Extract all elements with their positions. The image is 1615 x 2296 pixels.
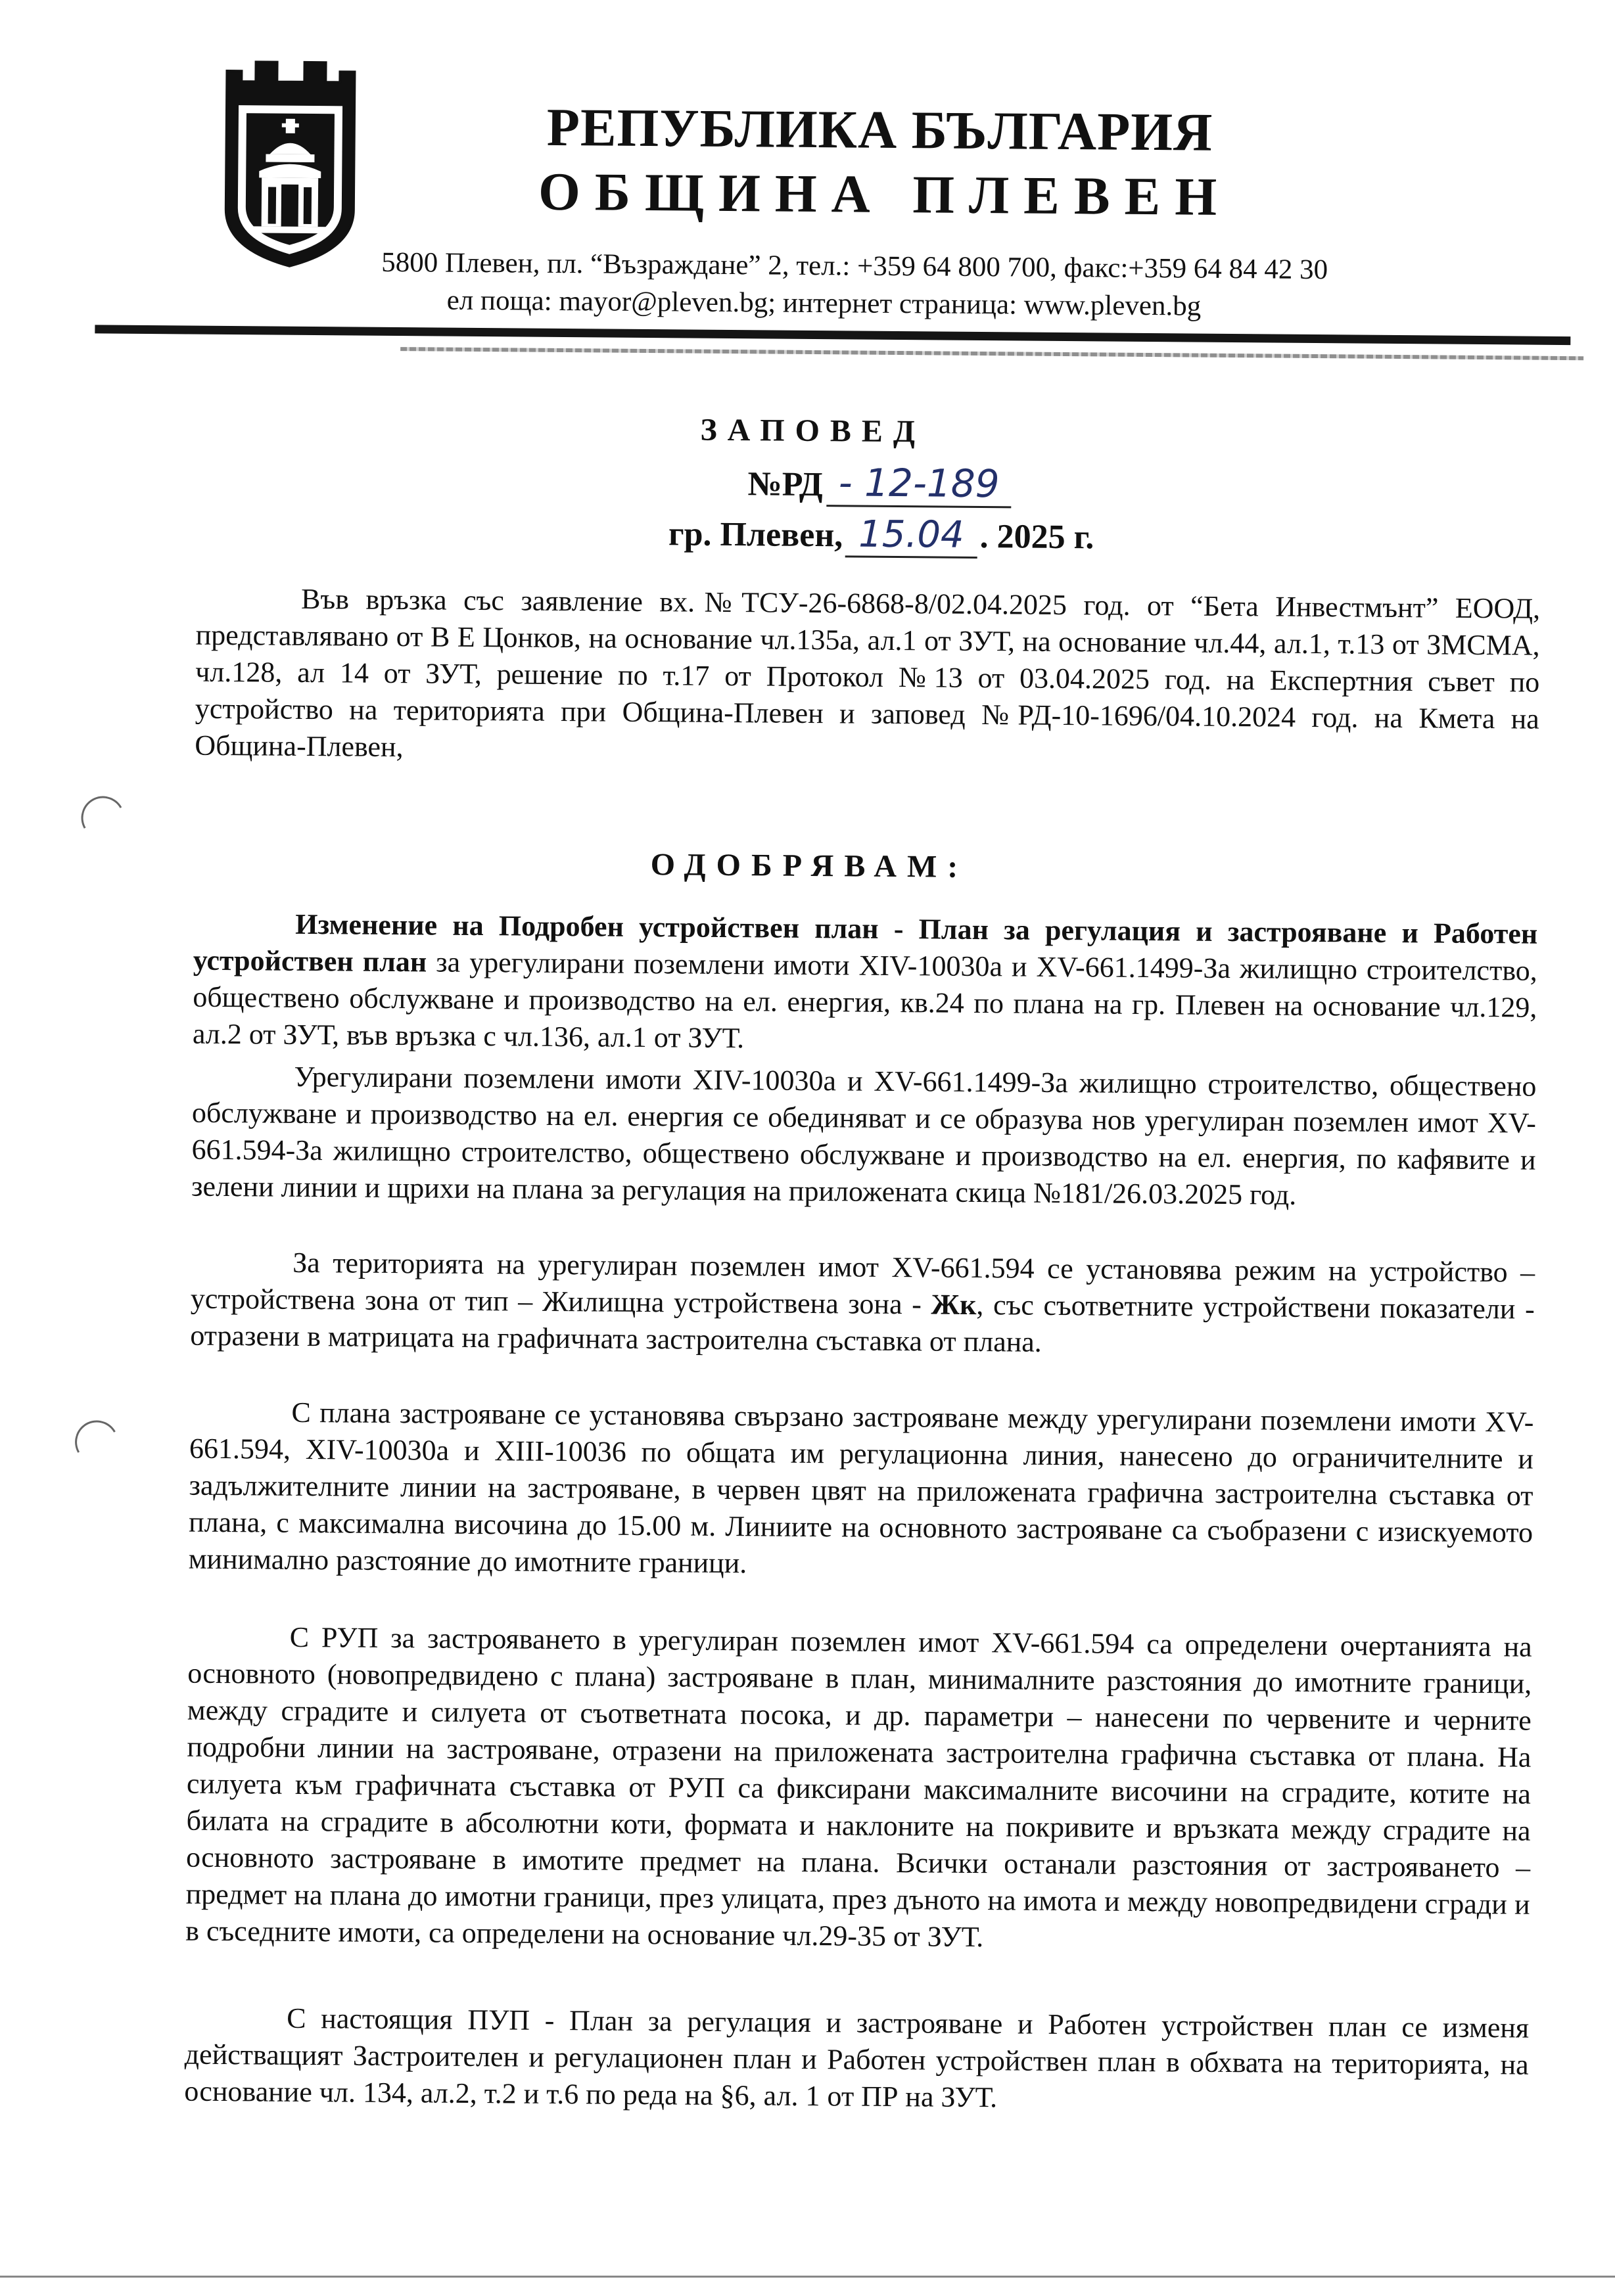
order-year: . 2025 г. bbox=[979, 518, 1094, 557]
order-number bbox=[747, 459, 1012, 508]
order-place-date bbox=[668, 511, 1094, 559]
paragraph-pup: С настоящия ПУП - План за регулация и застрояване и Работен устройствен план се изменя действащият Застроителен и регулационен план и Работен устройствен план в обхвата на територията, на основание чл. 134, ал.2, т.2 и т.6 по реда на §6, ал. 1 от ПР на ЗУТ. bbox=[184, 2002, 1530, 2114]
header-title-country: РЕПУБЛИКА БЪЛГАРИЯ bbox=[546, 97, 1213, 162]
order-date-handwritten: 15.04 bbox=[845, 513, 977, 559]
paragraph-amendment bbox=[193, 906, 1538, 1063]
paragraph-building-plan: С плана застрояване се установява свързано застрояване между урегулирани поземлени имоти XV-661.594, XIV-10030а и XIII-10036 по общата им регулационна линия, нанесено до ограничителните и задължителните линии на застрояване, в червен цвят на приложената графична застроителна съставка от плана, с максимална височина до 15.00 м. Линиите на основното застрояване са съобразени с изискуемото минимално разстояние до имотните граници. bbox=[188, 1396, 1534, 1580]
pleven-coat-of-arms-icon bbox=[220, 58, 360, 269]
paragraph-rup: С РУП за застрояването в урегулиран поземлен имот XV-661.594 са определени очертанията на основното (новопредвидено с плана) застрояване в план, минималните разстояния до имотните граници, между сградите и силуета от съответната посока, и др. параметри – нанесени по червените и черните подробни линии на застрояване, отразени на приложената застроителна графична съставка от плана. На силуета към графичната съставка от РУП са фиксирани максималните височини на сградите, котите на билата на сградите в абсолютни коти, формата и наклоните на покривите и връзката между сградите на основното застрояване в имотите предмет на плана. Всички останали разстояния от застрояването – предмет на плана до имотни граници, през улицата, през дъното на имота и между новопредвидени сгради и в съседните имоти, са определени на основание чл.29-35 от ЗУТ. bbox=[185, 1620, 1532, 1954]
margin-mark bbox=[76, 791, 129, 844]
margin-mark bbox=[70, 1415, 123, 1469]
paragraph-zone-text-b: , със съответните устройствени показатели - отразени в матрицата на графичната застроителна съставка от плана. bbox=[190, 1289, 1535, 1358]
order-place: гр. Плевен, bbox=[668, 515, 843, 555]
paragraph-zone-text-a: За територията на урегулиран поземлен имот XV-661.594 се установява режим на устройство – устройствена зона от тип – Жилищна устройствена зона - bbox=[190, 1246, 1535, 1321]
order-number-handwritten: - 12-189 bbox=[827, 460, 1012, 508]
paragraph-merge: Урегулирани поземлени имоти XIV-10030а и XV-661.1499-За жилищно строителство, обществено обслужване и производство на ел. енергия се обединяват и се образува нов урегулиран поземлен имот XV-661.594-За жилищно строителство, обществено обслужване и производство на ел. енергия, по кафявите и зелени линии и щрихи на плана за регулация на приложената скица №181/26.03.2025 год. bbox=[191, 1060, 1537, 1211]
header-address: 5800 Плевен, пл. “Възраждане” 2, тел.: +359 64 800 700, факс:+359 64 84 42 30 bbox=[381, 246, 1328, 286]
header-contacts: ел поща: mayor@pleven.bg; интернет страница: www.pleven.bg bbox=[446, 285, 1202, 322]
header-divider bbox=[95, 325, 1570, 345]
paragraph-amendment-text: за урегулирани поземлени имоти XIV-10030а и XV-661.1499-За жилищно строителство, обществено обслужване и производство на ел. енергия, кв.24 по плана на гр. Плевен на основание чл.129, ал.2 от ЗУТ, във връзка с чл.136, ал.1 от ЗУТ. bbox=[192, 946, 1537, 1055]
zone-code: Жк bbox=[931, 1288, 977, 1321]
paragraph-grounds: Във връзка със заявление вх.№ТСУ-26-6868-8/02.04.2025 год. от “Бета Инвестмънт” ЕООД, представлявано от В Е Цонков, на основание чл.135а, ал.1 от ЗУТ, на основание чл.44, ал.1, т.13 от ЗМСМА, чл.128, ал 14 от ЗУТ, решение по т.17 от Протокол №13 от 03.04.2025 год. на Експертния съвет по устройство на територията при Община-Плевен и заповед №РД-10-1696/04.10.2024 год. на Кмета на Община-Плевен, bbox=[195, 582, 1541, 764]
paragraph-amendment-bold: Изменение на Подробен устройствен план - План за регулация и застрояване и Работен устройствен план bbox=[193, 907, 1538, 978]
header-divider-thin bbox=[400, 347, 1583, 360]
header-title-municipality: ОБЩИНА ПЛЕВЕН bbox=[538, 161, 1232, 227]
paragraph-zone bbox=[190, 1244, 1535, 1365]
order-number-prefix: №РД bbox=[747, 465, 824, 504]
page-edge-line bbox=[0, 2276, 1615, 2278]
order-title: ЗАПОВЕД bbox=[700, 412, 926, 449]
approve-heading: ОДОБРЯВАМ: bbox=[650, 847, 969, 884]
